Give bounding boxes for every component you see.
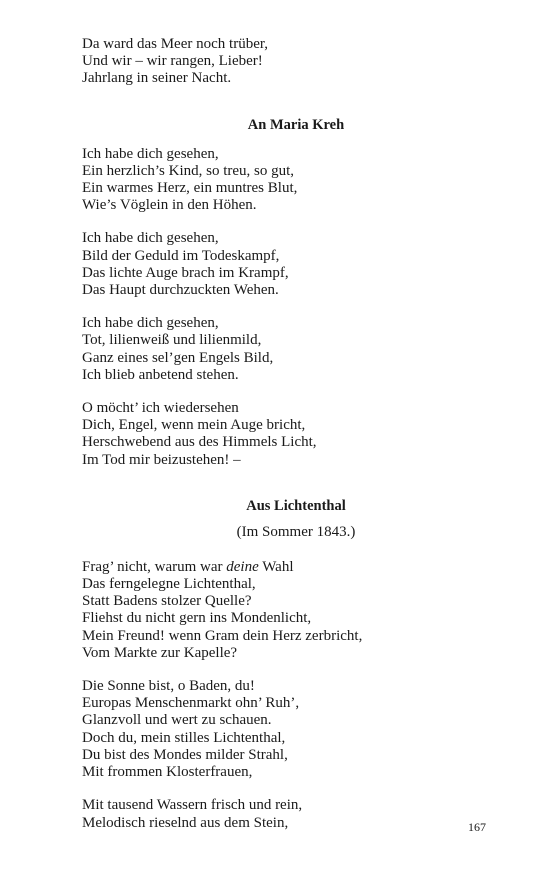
- poem2-stanza-2: [82, 678, 494, 781]
- poem1-stanza-2: [82, 230, 494, 299]
- verse-line: Und wir – wir rangen, Lieber!: [82, 53, 263, 70]
- verse-line: Ich habe dich gesehen,: [82, 315, 219, 332]
- poem-title-an-maria-kreh: An Maria Kreh: [247, 116, 345, 133]
- verse-line: Das ferngelegne Lichtenthal,: [82, 576, 256, 593]
- verse-line: Mit tausend Wassern frisch und rein,: [82, 797, 303, 814]
- verse-line: Du bist des Mondes milder Strahl,: [82, 746, 288, 763]
- emphasized-word: deine: [226, 558, 259, 575]
- verse-line: Dich, Engel, wenn mein Auge bricht,: [82, 417, 306, 434]
- verse-text: Frag’ nicht, warum war: [82, 558, 227, 575]
- poem1-stanza-3: [82, 315, 494, 384]
- verse-line: Ein warmes Herz, ein muntres Blut,: [82, 180, 298, 197]
- verse-line: Glanzvoll und wert zu schauen.: [82, 712, 272, 729]
- verse-line: Europas Menschenmarkt ohn’ Ruh’,: [82, 695, 300, 712]
- poem2-stanza-1: [82, 559, 494, 662]
- poem2-stanza-3: [82, 797, 494, 831]
- verse-line: Ich blieb anbetend stehen.: [82, 366, 239, 383]
- verse-line: Ich habe dich gesehen,: [82, 230, 219, 247]
- page-number: 167: [468, 820, 486, 834]
- poem1-stanza-4: [82, 400, 494, 469]
- verse-line: Tot, lilienweiß und lilienmild,: [82, 332, 262, 349]
- verse-line: Bild der Geduld im Todeskampf,: [82, 247, 280, 264]
- verse-line: Herschwebend aus des Himmels Licht,: [82, 434, 317, 451]
- verse-line: Vom Markte zur Kapelle?: [82, 644, 238, 661]
- verse-line: Doch du, mein stilles Lichtenthal,: [82, 729, 286, 746]
- poem-subtitle: (Im Sommer 1843.): [236, 523, 356, 540]
- poem-title-aus-lichtenthal: Aus Lichtenthal: [246, 497, 346, 514]
- verse-line: Die Sonne bist, o Baden, du!: [82, 678, 255, 695]
- verse-line: Wie’s Vöglein in den Höhen.: [82, 197, 257, 214]
- verse-line: Fliehst du nicht gern ins Mondenlicht,: [82, 610, 312, 627]
- verse-line: Mein Freund! wenn Gram dein Herz zerbricht,: [82, 627, 363, 644]
- verse-line: Da ward das Meer noch trüber,: [82, 36, 268, 52]
- verse-line: Melodisch rieselnd aus dem Stein,: [82, 814, 289, 831]
- verse-line: Mit frommen Klosterfrauen,: [82, 764, 253, 781]
- verse-line: Das lichte Auge brach im Krampf,: [82, 264, 289, 281]
- verse-line: [82, 559, 494, 576]
- verse-line: Ein herzlich’s Kind, so treu, so gut,: [82, 162, 295, 179]
- poem1-stanza-1: [82, 146, 494, 215]
- verse-line: Ganz eines sel’gen Engels Bild,: [82, 349, 274, 366]
- verse-line: Ich habe dich gesehen,: [82, 145, 219, 162]
- verse-line: O möcht’ ich wiedersehen: [82, 400, 239, 417]
- verse-text: Wahl: [258, 558, 294, 575]
- verse-line: Jahrlang in seiner Nacht.: [82, 70, 232, 87]
- page-body: [82, 36, 494, 848]
- opening-stanza: [82, 36, 494, 88]
- verse-line: Statt Badens stolzer Quelle?: [82, 593, 252, 610]
- verse-line: Das Haupt durchzuckten Wehen.: [82, 282, 279, 299]
- verse-line: Im Tod mir beizustehen! –: [82, 451, 241, 468]
